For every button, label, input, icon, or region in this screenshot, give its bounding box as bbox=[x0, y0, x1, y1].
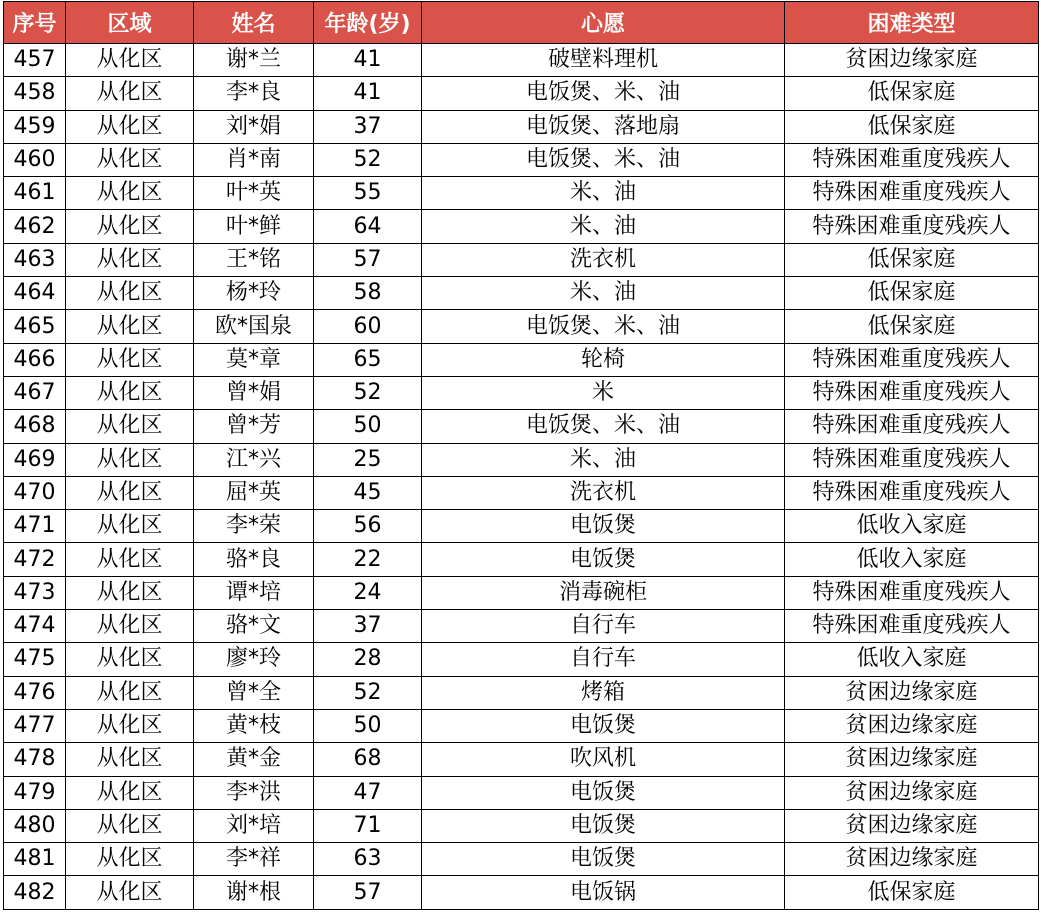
cell-name: 屈*英 bbox=[194, 476, 314, 509]
cell-age: 57 bbox=[314, 876, 422, 909]
header-name: 姓名 bbox=[194, 2, 314, 44]
cell-index: 466 bbox=[4, 343, 66, 376]
cell-wish: 电饭锅 bbox=[422, 876, 785, 909]
cell-name: 李*祥 bbox=[194, 843, 314, 876]
table-row bbox=[4, 476, 1039, 509]
cell-index: 465 bbox=[4, 310, 66, 343]
cell-hardship-type: 特殊困难重度残疾人 bbox=[785, 177, 1039, 210]
cell-age: 64 bbox=[314, 210, 422, 243]
cell-wish: 电饭煲、米、油 bbox=[422, 310, 785, 343]
cell-district: 从化区 bbox=[66, 576, 194, 609]
cell-district: 从化区 bbox=[66, 476, 194, 509]
table-row bbox=[4, 343, 1039, 376]
cell-age: 60 bbox=[314, 310, 422, 343]
cell-district: 从化区 bbox=[66, 443, 194, 476]
cell-wish: 消毒碗柜 bbox=[422, 576, 785, 609]
cell-age: 41 bbox=[314, 44, 422, 77]
cell-wish: 吹风机 bbox=[422, 743, 785, 776]
cell-wish: 电饭煲、米、油 bbox=[422, 410, 785, 443]
cell-name: 叶*英 bbox=[194, 177, 314, 210]
cell-name: 刘*培 bbox=[194, 809, 314, 842]
cell-hardship-type: 贫困边缘家庭 bbox=[785, 776, 1039, 809]
cell-wish: 轮椅 bbox=[422, 343, 785, 376]
header-wish: 心愿 bbox=[422, 2, 785, 44]
cell-index: 459 bbox=[4, 110, 66, 143]
cell-name: 黄*金 bbox=[194, 743, 314, 776]
table-row bbox=[4, 709, 1039, 742]
cell-age: 52 bbox=[314, 143, 422, 176]
cell-hardship-type: 贫困边缘家庭 bbox=[785, 709, 1039, 742]
cell-wish: 电饭煲、落地扇 bbox=[422, 110, 785, 143]
cell-wish: 电饭煲、米、油 bbox=[422, 143, 785, 176]
cell-index: 457 bbox=[4, 44, 66, 77]
cell-name: 李*洪 bbox=[194, 776, 314, 809]
cell-wish: 电饭煲 bbox=[422, 809, 785, 842]
table-row bbox=[4, 610, 1039, 643]
cell-age: 71 bbox=[314, 809, 422, 842]
cell-hardship-type: 特殊困难重度残疾人 bbox=[785, 376, 1039, 409]
cell-hardship-type: 贫困边缘家庭 bbox=[785, 809, 1039, 842]
cell-hardship-type: 特殊困难重度残疾人 bbox=[785, 343, 1039, 376]
cell-age: 68 bbox=[314, 743, 422, 776]
cell-district: 从化区 bbox=[66, 77, 194, 110]
cell-age: 57 bbox=[314, 243, 422, 276]
cell-age: 65 bbox=[314, 343, 422, 376]
cell-age: 50 bbox=[314, 709, 422, 742]
header-index: 序号 bbox=[4, 2, 66, 44]
cell-age: 37 bbox=[314, 110, 422, 143]
cell-index: 475 bbox=[4, 643, 66, 676]
cell-index: 467 bbox=[4, 376, 66, 409]
cell-district: 从化区 bbox=[66, 543, 194, 576]
cell-hardship-type: 贫困边缘家庭 bbox=[785, 743, 1039, 776]
cell-wish: 米、油 bbox=[422, 177, 785, 210]
table-row bbox=[4, 143, 1039, 176]
table-row bbox=[4, 210, 1039, 243]
table-row bbox=[4, 243, 1039, 276]
cell-index: 468 bbox=[4, 410, 66, 443]
cell-age: 22 bbox=[314, 543, 422, 576]
cell-hardship-type: 贫困边缘家庭 bbox=[785, 843, 1039, 876]
table-row bbox=[4, 876, 1039, 909]
cell-name: 李*良 bbox=[194, 77, 314, 110]
table-row bbox=[4, 776, 1039, 809]
cell-index: 458 bbox=[4, 77, 66, 110]
cell-district: 从化区 bbox=[66, 610, 194, 643]
table-row bbox=[4, 743, 1039, 776]
table-row bbox=[4, 443, 1039, 476]
cell-district: 从化区 bbox=[66, 44, 194, 77]
cell-index: 478 bbox=[4, 743, 66, 776]
cell-age: 47 bbox=[314, 776, 422, 809]
cell-age: 63 bbox=[314, 843, 422, 876]
cell-wish: 电饭煲、米、油 bbox=[422, 77, 785, 110]
table-header bbox=[4, 2, 1039, 44]
cell-district: 从化区 bbox=[66, 709, 194, 742]
cell-hardship-type: 特殊困难重度残疾人 bbox=[785, 210, 1039, 243]
cell-hardship-type: 低保家庭 bbox=[785, 876, 1039, 909]
cell-district: 从化区 bbox=[66, 510, 194, 543]
cell-hardship-type: 贫困边缘家庭 bbox=[785, 676, 1039, 709]
cell-district: 从化区 bbox=[66, 376, 194, 409]
cell-name: 刘*娟 bbox=[194, 110, 314, 143]
cell-hardship-type: 低保家庭 bbox=[785, 277, 1039, 310]
cell-name: 王*铭 bbox=[194, 243, 314, 276]
cell-name: 曾*全 bbox=[194, 676, 314, 709]
cell-age: 28 bbox=[314, 643, 422, 676]
cell-wish: 烤箱 bbox=[422, 676, 785, 709]
cell-district: 从化区 bbox=[66, 876, 194, 909]
cell-district: 从化区 bbox=[66, 243, 194, 276]
cell-age: 41 bbox=[314, 77, 422, 110]
cell-age: 45 bbox=[314, 476, 422, 509]
table-row bbox=[4, 177, 1039, 210]
header-district: 区域 bbox=[66, 2, 194, 44]
cell-index: 470 bbox=[4, 476, 66, 509]
cell-wish: 米 bbox=[422, 376, 785, 409]
table-row bbox=[4, 676, 1039, 709]
cell-index: 463 bbox=[4, 243, 66, 276]
cell-wish: 电饭煲 bbox=[422, 510, 785, 543]
cell-hardship-type: 特殊困难重度残疾人 bbox=[785, 443, 1039, 476]
cell-district: 从化区 bbox=[66, 843, 194, 876]
cell-hardship-type: 低收入家庭 bbox=[785, 510, 1039, 543]
cell-wish: 电饭煲 bbox=[422, 776, 785, 809]
header-age: 年龄(岁) bbox=[314, 2, 422, 44]
cell-age: 52 bbox=[314, 676, 422, 709]
cell-wish: 自行车 bbox=[422, 643, 785, 676]
cell-district: 从化区 bbox=[66, 210, 194, 243]
cell-age: 58 bbox=[314, 277, 422, 310]
cell-name: 叶*鲜 bbox=[194, 210, 314, 243]
cell-district: 从化区 bbox=[66, 809, 194, 842]
cell-wish: 电饭煲 bbox=[422, 709, 785, 742]
cell-district: 从化区 bbox=[66, 143, 194, 176]
cell-name: 黄*枝 bbox=[194, 709, 314, 742]
cell-hardship-type: 低保家庭 bbox=[785, 77, 1039, 110]
cell-district: 从化区 bbox=[66, 410, 194, 443]
cell-age: 50 bbox=[314, 410, 422, 443]
cell-hardship-type: 特殊困难重度残疾人 bbox=[785, 410, 1039, 443]
cell-index: 462 bbox=[4, 210, 66, 243]
cell-name: 江*兴 bbox=[194, 443, 314, 476]
cell-index: 472 bbox=[4, 543, 66, 576]
cell-index: 477 bbox=[4, 709, 66, 742]
table-row bbox=[4, 110, 1039, 143]
cell-age: 25 bbox=[314, 443, 422, 476]
cell-district: 从化区 bbox=[66, 277, 194, 310]
table-row bbox=[4, 643, 1039, 676]
cell-age: 56 bbox=[314, 510, 422, 543]
cell-district: 从化区 bbox=[66, 343, 194, 376]
cell-name: 谭*培 bbox=[194, 576, 314, 609]
cell-name: 肖*南 bbox=[194, 143, 314, 176]
cell-hardship-type: 低保家庭 bbox=[785, 243, 1039, 276]
header-row bbox=[4, 2, 1039, 44]
cell-name: 骆*文 bbox=[194, 610, 314, 643]
cell-index: 480 bbox=[4, 809, 66, 842]
cell-hardship-type: 低保家庭 bbox=[785, 310, 1039, 343]
cell-wish: 自行车 bbox=[422, 610, 785, 643]
cell-hardship-type: 特殊困难重度残疾人 bbox=[785, 476, 1039, 509]
cell-wish: 米、油 bbox=[422, 210, 785, 243]
table-row bbox=[4, 277, 1039, 310]
cell-hardship-type: 低收入家庭 bbox=[785, 643, 1039, 676]
cell-index: 471 bbox=[4, 510, 66, 543]
cell-district: 从化区 bbox=[66, 110, 194, 143]
cell-name: 骆*良 bbox=[194, 543, 314, 576]
cell-hardship-type: 低收入家庭 bbox=[785, 543, 1039, 576]
cell-index: 476 bbox=[4, 676, 66, 709]
cell-index: 469 bbox=[4, 443, 66, 476]
cell-index: 479 bbox=[4, 776, 66, 809]
cell-index: 482 bbox=[4, 876, 66, 909]
cell-name: 杨*玲 bbox=[194, 277, 314, 310]
table-row bbox=[4, 44, 1039, 77]
table-row bbox=[4, 510, 1039, 543]
table-row bbox=[4, 410, 1039, 443]
cell-index: 474 bbox=[4, 610, 66, 643]
table-row bbox=[4, 310, 1039, 343]
cell-district: 从化区 bbox=[66, 177, 194, 210]
cell-index: 473 bbox=[4, 576, 66, 609]
table-row bbox=[4, 576, 1039, 609]
table-row bbox=[4, 376, 1039, 409]
cell-index: 461 bbox=[4, 177, 66, 210]
cell-hardship-type: 特殊困难重度残疾人 bbox=[785, 576, 1039, 609]
cell-age: 55 bbox=[314, 177, 422, 210]
cell-age: 52 bbox=[314, 376, 422, 409]
wish-list-table bbox=[3, 1, 1039, 910]
table-row bbox=[4, 543, 1039, 576]
cell-district: 从化区 bbox=[66, 310, 194, 343]
table-row bbox=[4, 843, 1039, 876]
table-row bbox=[4, 77, 1039, 110]
cell-name: 谢*根 bbox=[194, 876, 314, 909]
cell-wish: 洗衣机 bbox=[422, 243, 785, 276]
cell-name: 曾*芳 bbox=[194, 410, 314, 443]
cell-hardship-type: 特殊困难重度残疾人 bbox=[785, 143, 1039, 176]
cell-name: 莫*章 bbox=[194, 343, 314, 376]
cell-name: 李*荣 bbox=[194, 510, 314, 543]
cell-district: 从化区 bbox=[66, 776, 194, 809]
cell-age: 37 bbox=[314, 610, 422, 643]
cell-name: 曾*娟 bbox=[194, 376, 314, 409]
cell-hardship-type: 贫困边缘家庭 bbox=[785, 44, 1039, 77]
cell-index: 460 bbox=[4, 143, 66, 176]
cell-hardship-type: 低保家庭 bbox=[785, 110, 1039, 143]
cell-wish: 洗衣机 bbox=[422, 476, 785, 509]
cell-age: 24 bbox=[314, 576, 422, 609]
cell-index: 481 bbox=[4, 843, 66, 876]
header-hardship-type: 困难类型 bbox=[785, 2, 1039, 44]
cell-wish: 米、油 bbox=[422, 277, 785, 310]
cell-wish: 米、油 bbox=[422, 443, 785, 476]
cell-district: 从化区 bbox=[66, 643, 194, 676]
cell-district: 从化区 bbox=[66, 743, 194, 776]
table-row bbox=[4, 809, 1039, 842]
table-body bbox=[4, 44, 1039, 910]
cell-wish: 电饭煲 bbox=[422, 543, 785, 576]
cell-name: 谢*兰 bbox=[194, 44, 314, 77]
cell-wish: 电饭煲 bbox=[422, 843, 785, 876]
cell-hardship-type: 特殊困难重度残疾人 bbox=[785, 610, 1039, 643]
cell-index: 464 bbox=[4, 277, 66, 310]
cell-wish: 破壁料理机 bbox=[422, 44, 785, 77]
cell-district: 从化区 bbox=[66, 676, 194, 709]
cell-name: 廖*玲 bbox=[194, 643, 314, 676]
cell-name: 欧*国泉 bbox=[194, 310, 314, 343]
